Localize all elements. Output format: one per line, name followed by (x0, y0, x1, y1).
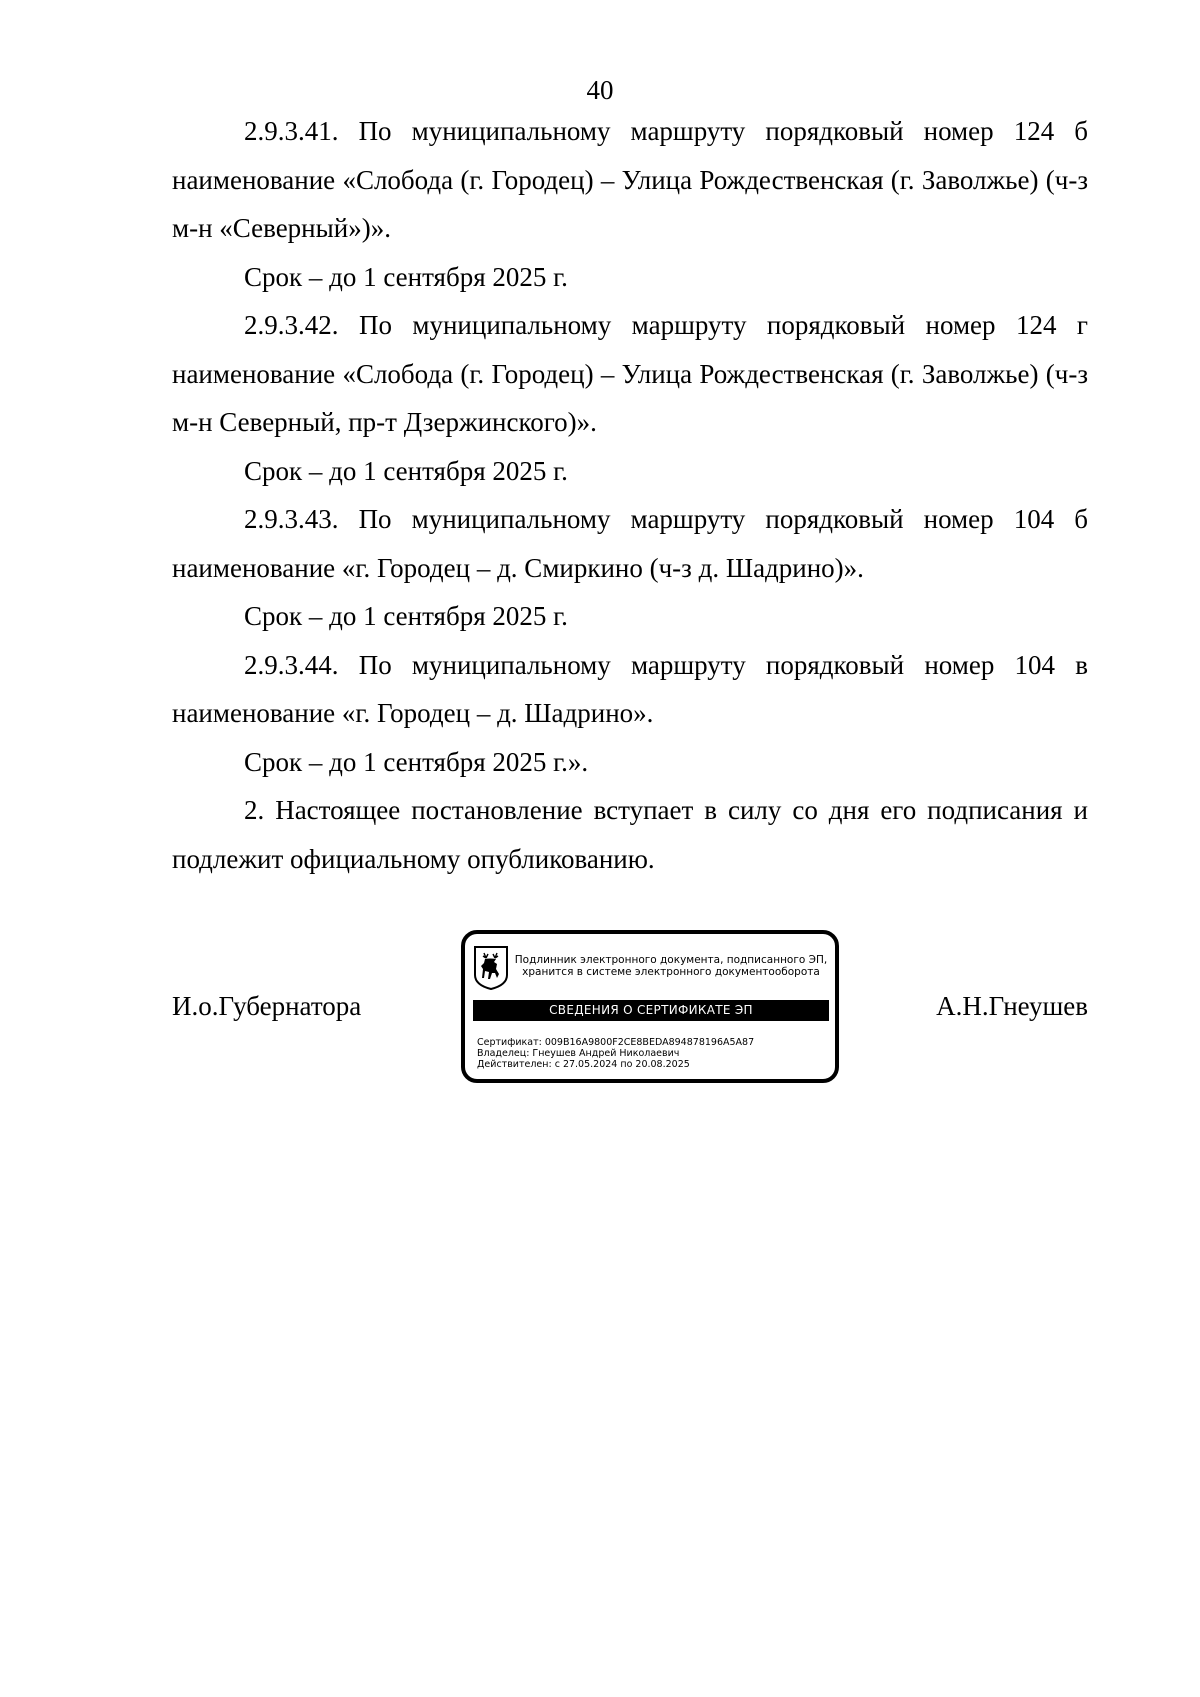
certificate-owner: Владелец: Гнеушев Андрей Николаевич (477, 1048, 680, 1059)
stamp-certificate-title: СВЕДЕНИЯ О СЕРТИФИКАТЕ ЭП (473, 1000, 829, 1021)
paragraph-2-9-3-44: 2.9.3.44. По муниципальному маршруту порядковый номер 104 в наименование «г. Городец – д. Шадрино». (172, 649, 1088, 728)
stamp-header-line-1: Подлинник электронного документа, подписанного ЭП, (514, 954, 828, 966)
signatory-position: И.о.Губернатора (172, 991, 362, 1021)
certificate-validity: Действителен: с 27.05.2024 по 20.08.2025 (477, 1059, 690, 1070)
page-number: 40 (586, 75, 614, 105)
deadline-2-9-3-43: Срок – до 1 сентября 2025 г. (244, 601, 568, 631)
signatory-name: А.Н.Гнеушев (936, 991, 1088, 1021)
paragraph-2-9-3-43: 2.9.3.43. По муниципальному маршруту порядковый номер 104 б наименование «г. Городец – д. Смиркино (ч-з д. Шадрино)». (172, 504, 1088, 583)
paragraph-effective-date: 2. Настоящее постановление вступает в силу со дня его подписания и подлежит официальному опубликованию. (172, 795, 1088, 874)
deer-coat-of-arms-icon (473, 945, 509, 991)
paragraph-2-9-3-42: 2.9.3.42. По муниципальному маршруту порядковый номер 124 г наименование «Слобода (г. Городец) – Улица Рождественская (г. Заволжье) (ч-з м-н Северный, пр-т Дзержинского)». (172, 310, 1088, 437)
certificate-number: Сертификат: 009B16A9800F2CE8BEDA894878196A5A87 (477, 1037, 755, 1048)
stamp-header (511, 954, 831, 978)
stamp-header-line-2: хранится в системе электронного документооборота (522, 966, 820, 978)
deadline-2-9-3-44: Срок – до 1 сентября 2025 г.». (244, 746, 589, 777)
stamp-certificate-details (477, 1037, 754, 1070)
deadline-2-9-3-42: Срок – до 1 сентября 2025 г. (244, 455, 568, 486)
paragraph-2-9-3-41: 2.9.3.41. По муниципальному маршруту порядковый номер 124 б наименование «Слобода (г. Городец) – Улица Рождественская (г. Заволжье) (ч-з м-н «Северный»)». (172, 116, 1088, 243)
signature-block (172, 930, 1088, 1090)
document-body (172, 107, 1088, 883)
electronic-signature-stamp (461, 930, 839, 1083)
deadline-2-9-3-41: Срок – до 1 сентября 2025 г. (244, 261, 568, 292)
